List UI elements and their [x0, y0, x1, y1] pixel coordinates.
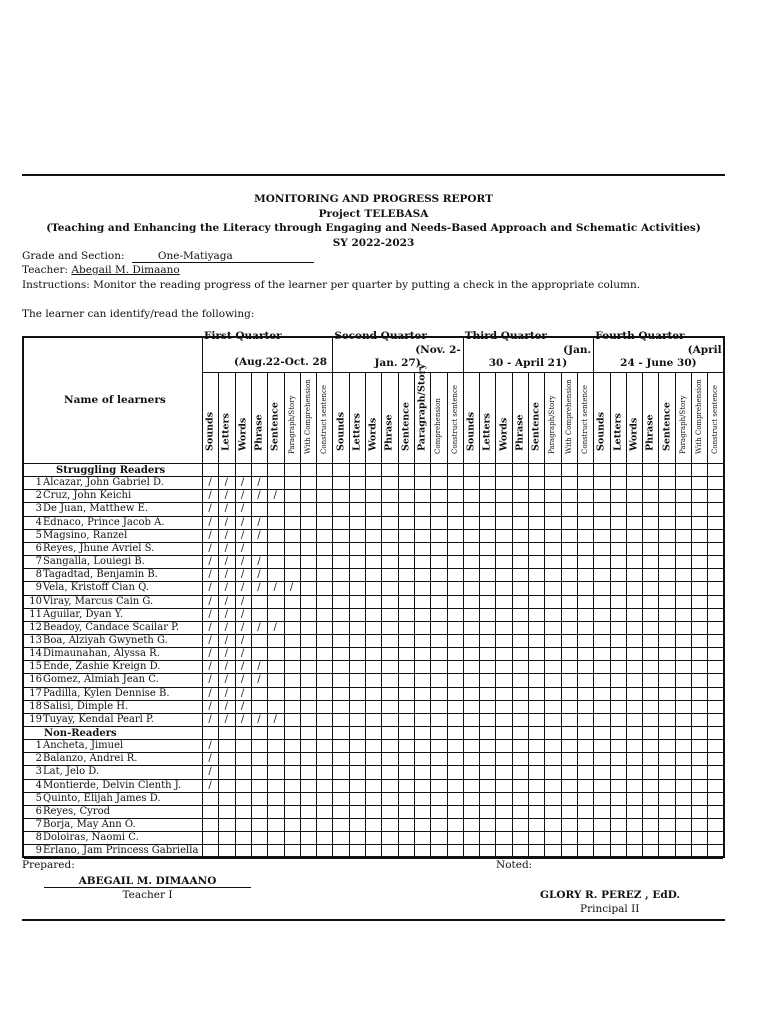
check-mark: / [208, 542, 212, 554]
skill-header [218, 372, 234, 464]
quarter-dates-line1: (Jan. [563, 344, 592, 356]
skill-header [202, 372, 218, 464]
skill-header [610, 372, 626, 464]
row-line [24, 726, 723, 727]
table-row [24, 739, 723, 752]
check-mark: / [208, 608, 212, 620]
row-line [24, 858, 723, 859]
table-row [24, 502, 723, 515]
row-number: 4 [35, 516, 42, 528]
learner-name: Cruz, John Keichi [43, 490, 132, 502]
check-mark: / [273, 713, 277, 725]
check-mark: / [208, 740, 212, 752]
check-mark: / [208, 713, 212, 725]
preparer-name: ABEGAIL M. DIMAANO [44, 875, 251, 888]
row-number: 9 [35, 845, 42, 857]
row-number: 4 [35, 779, 42, 791]
bottom-rule [22, 919, 725, 921]
check-mark: / [257, 477, 261, 489]
row-number: 13 [29, 634, 42, 646]
learner-name: Alcazar, John Gabriel D. [43, 477, 164, 489]
row-number: 8 [35, 832, 42, 844]
grade-label: Grade and Section: [22, 250, 125, 262]
skill-header [479, 372, 495, 464]
progress-table [22, 330, 725, 858]
check-mark: / [240, 582, 245, 594]
learner-name: Erlano, Jam Princess Gabriella [43, 845, 199, 857]
check-mark: / [208, 621, 212, 633]
learner-name: Ende, Zashie Kreign D. [43, 661, 161, 673]
table-row [24, 660, 723, 673]
table-row [24, 673, 723, 686]
skill-header-label: Sounds [465, 411, 477, 451]
table-row [24, 555, 723, 568]
skill-header [691, 372, 707, 464]
check-mark: / [240, 648, 245, 660]
skill-header-label: Sentence [530, 402, 542, 451]
table-row [24, 700, 723, 713]
report-header [22, 192, 725, 250]
check-mark: / [224, 490, 228, 502]
check-mark: / [224, 556, 228, 568]
check-mark: / [224, 648, 228, 660]
learner-name: Balanzo, Andrei R. [43, 753, 138, 765]
skill-header [577, 372, 593, 464]
check-mark: / [273, 582, 277, 594]
quarter-title: Third Quarter [464, 330, 547, 342]
check-mark: / [208, 582, 212, 594]
skill-header-label: Words [498, 417, 510, 451]
check-mark: / [208, 648, 212, 660]
check-mark: / [208, 477, 212, 489]
check-mark: / [257, 569, 261, 581]
skill-header-label: Sentence [661, 402, 673, 451]
check-mark: / [224, 516, 228, 528]
noter-name: GLORY R. PEREZ , EdD. [540, 889, 681, 901]
quarter-title: First Quarter [204, 330, 282, 342]
skill-header-label: Sounds [595, 411, 607, 451]
skill-header-label: Sounds [204, 411, 216, 451]
skill-header-label: Construct sentence [450, 384, 459, 454]
skill-header [512, 372, 528, 464]
quarter-dates-line1: (Nov. 2- [415, 344, 461, 356]
quarter-header-3 [463, 330, 593, 372]
table-row [24, 831, 723, 844]
check-mark: / [224, 503, 228, 515]
skill-header-label: Construct sentence [711, 384, 720, 454]
quarter-header-4 [593, 330, 723, 372]
quarter-title: Fourth Quarter [595, 330, 685, 342]
skill-header-label: Paragraph/Story [287, 395, 296, 454]
skill-header-label: Letters [612, 413, 624, 451]
check-mark: / [208, 529, 212, 541]
skill-header-label: Letters [220, 413, 232, 451]
table-row [24, 765, 723, 778]
check-mark: / [240, 634, 245, 646]
check-mark: / [224, 529, 228, 541]
noter-title: Principal II [580, 903, 640, 915]
teacher-label: Teacher: [22, 264, 69, 276]
school-year: SY 2022-2023 [332, 236, 415, 249]
table-row [24, 621, 723, 634]
skill-header [284, 372, 300, 464]
table-row [24, 713, 723, 726]
teacher-value: Abegail M. Dimaano [71, 264, 180, 276]
skill-header-label: Sentence [269, 402, 281, 451]
table-row [24, 792, 723, 805]
skill-header [593, 372, 609, 464]
quarter-header-2 [332, 330, 462, 372]
check-mark: / [208, 569, 212, 581]
row-number: 8 [35, 569, 42, 581]
quarter-dates-line1: (Aug.22-Oct. 28 [234, 356, 328, 368]
table-row [24, 568, 723, 581]
learner-name: Quinto, Elijah James D. [43, 792, 161, 804]
check-mark: / [240, 542, 245, 554]
skill-header [430, 372, 446, 464]
skill-header [381, 372, 397, 464]
check-mark: / [257, 529, 261, 541]
row-number: 16 [29, 674, 42, 686]
teacher-line [22, 264, 180, 277]
table-row [24, 687, 723, 700]
table-row [24, 779, 723, 792]
learner-name: Aguilar, Dyan Y. [43, 608, 124, 620]
skill-header [316, 372, 332, 464]
check-mark: / [224, 542, 228, 554]
learner-name: Vela, Kristoff Cian Q. [43, 582, 149, 594]
row-number: 12 [29, 621, 42, 633]
check-mark: / [224, 661, 228, 673]
row-number: 6 [35, 542, 42, 554]
skill-header [675, 372, 691, 464]
skill-header-label: Words [237, 417, 249, 451]
learner-name: Sangalla, Louiegi B. [43, 556, 145, 568]
quarter-dates-line1: (April [687, 344, 722, 356]
skill-header [349, 372, 365, 464]
skill-header [235, 372, 251, 464]
skill-header [495, 372, 511, 464]
quarter-dates-line2: Jan. 27) [374, 357, 421, 369]
quarter-dates-line2: 24 - June 30) [620, 357, 697, 369]
row-number: 2 [35, 753, 42, 765]
check-mark: / [240, 477, 245, 489]
table-row [24, 818, 723, 831]
check-mark: / [257, 490, 261, 502]
row-number: 1 [35, 477, 42, 489]
check-mark: / [224, 621, 228, 633]
check-mark: / [208, 556, 212, 568]
learner-name: De Juan, Matthew E. [43, 503, 149, 515]
skill-header [447, 372, 463, 464]
check-mark: / [240, 516, 245, 528]
check-mark: / [224, 634, 228, 646]
skill-header [267, 372, 283, 464]
row-number: 17 [29, 687, 42, 699]
check-mark: / [224, 608, 228, 620]
row-number: 15 [29, 661, 42, 673]
check-mark: / [208, 674, 212, 686]
row-number: 5 [35, 792, 42, 804]
table-row [24, 844, 723, 857]
check-mark: / [240, 674, 245, 686]
skill-header-label: With Comprehension [303, 379, 312, 454]
check-mark: / [240, 687, 245, 699]
skill-header-label: Phrase [514, 414, 526, 451]
skill-header [365, 372, 381, 464]
learner-name: Ancheta, Jimuel [43, 740, 124, 752]
skill-header-label: Phrase [253, 414, 265, 451]
learner-name: Lat, Jelo D. [43, 766, 100, 778]
learner-name: Ednaco, Prince Jacob A. [43, 516, 165, 528]
skill-header-label: Phrase [383, 414, 395, 451]
skill-header [463, 372, 479, 464]
group-label: Non-Readers [44, 728, 117, 739]
check-mark: / [208, 595, 212, 607]
row-number: 9 [35, 582, 42, 594]
table-row [24, 608, 723, 621]
check-mark: / [224, 582, 228, 594]
skill-header-label: Letters [351, 413, 363, 451]
preparer-title: Teacher I [122, 889, 173, 901]
skill-header-label: Construct sentence [581, 384, 590, 454]
skill-header [544, 372, 560, 464]
learner-name: Borja, May Ann O. [43, 819, 136, 831]
table-row [24, 542, 723, 555]
table-row [24, 647, 723, 660]
learner-name: Reyes, Cyrod [43, 805, 111, 817]
check-mark: / [240, 713, 245, 725]
table-row [24, 489, 723, 502]
skill-header [528, 372, 544, 464]
check-mark: / [240, 490, 245, 502]
check-mark: / [240, 608, 245, 620]
check-mark: / [208, 490, 212, 502]
check-mark: / [257, 516, 261, 528]
grade-section-line [22, 250, 314, 263]
check-mark: / [240, 529, 245, 541]
check-mark: / [240, 700, 245, 712]
skill-header-label: Words [367, 417, 379, 451]
learner-name: Montierde, Delvin Clenth J. [43, 779, 182, 791]
row-number: 7 [35, 556, 42, 568]
learner-name: Dimaunahan, Alyssa R. [43, 648, 160, 660]
table-row [24, 752, 723, 765]
check-mark: / [273, 621, 277, 633]
learner-name: Padilla, Kylen Dennise B. [43, 687, 170, 699]
skill-header-label: Sentence [400, 402, 412, 451]
skill-header-label: Phrase [644, 414, 656, 451]
skill-header [658, 372, 674, 464]
skill-header-label: Paragraph/Story [548, 395, 557, 454]
check-mark: / [224, 687, 228, 699]
skill-header [561, 372, 577, 464]
check-mark: / [257, 556, 261, 568]
report-subtitle: (Teaching and Enhancing the Literacy through Engaging and Needs-Based Approach and Schematic Activities) [46, 222, 701, 234]
table-row [24, 476, 723, 489]
quarter-header-1 [202, 330, 332, 372]
skill-header-label: Construct sentence [320, 384, 329, 454]
check-mark: / [257, 674, 261, 686]
row-number: 2 [35, 490, 42, 502]
check-mark: / [240, 503, 245, 515]
skill-header-label: Letters [481, 413, 493, 451]
skill-header-label: Sounds [335, 411, 347, 451]
intro-text: The learner can identify/read the following: [22, 308, 255, 320]
prepared-label: Prepared: [22, 859, 75, 871]
skill-header [626, 372, 642, 464]
learner-name: Boa, Alziyah Gwyneth G. [43, 634, 168, 646]
skill-header [332, 372, 348, 464]
check-mark: / [208, 779, 212, 791]
skill-header [398, 372, 414, 464]
row-number: 11 [29, 608, 42, 620]
table-row [24, 581, 723, 594]
top-rule [22, 174, 725, 176]
learner-name: Viray, Marcus Cain G. [43, 595, 154, 607]
skill-header [414, 363, 430, 464]
skill-header [300, 372, 316, 464]
table-row [24, 595, 723, 608]
table-row [24, 634, 723, 647]
skill-header-label: With Comprehension [564, 379, 573, 454]
name-of-learners-header: Name of learners [64, 394, 166, 406]
skill-header [251, 372, 267, 464]
check-mark: / [257, 661, 261, 673]
learner-name: Tagadtad, Benjamin B. [43, 569, 158, 581]
row-number: 3 [35, 766, 42, 778]
skill-header-label: Comprehension [434, 398, 443, 454]
skill-header-label: Paragraph/Story [678, 395, 687, 454]
table-row [24, 805, 723, 818]
check-mark: / [289, 582, 294, 594]
row-number: 14 [29, 648, 42, 660]
check-mark: / [208, 503, 212, 515]
check-mark: / [224, 569, 228, 581]
project-name: Project TELEBASA [318, 207, 429, 220]
row-number: 5 [35, 529, 42, 541]
row-number: 7 [35, 819, 42, 831]
learner-name: Doloiras, Naomi C. [43, 832, 139, 844]
check-mark: / [240, 569, 245, 581]
check-mark: / [257, 621, 261, 633]
row-number: 3 [35, 503, 42, 515]
quarter-title: Second Quarter [334, 330, 427, 342]
row-number: 10 [29, 595, 42, 607]
learner-name: Gomez, Almiah Jean C. [43, 674, 159, 686]
noted-label: Noted: [496, 859, 533, 871]
skill-header-label: Paragraph/Story [416, 363, 428, 451]
skill-header [707, 372, 723, 464]
skill-header-label: Words [628, 417, 640, 451]
check-mark: / [257, 582, 261, 594]
check-mark: / [240, 621, 245, 633]
check-mark: / [208, 700, 212, 712]
instructions: Instructions: Monitor the reading progress of the learner per quarter by putting a check in the appropriate column. [22, 279, 641, 291]
check-mark: / [208, 753, 212, 765]
learner-name: Beadoy, Candace Scailar P. [43, 621, 180, 633]
check-mark: / [224, 700, 228, 712]
check-mark: / [208, 516, 212, 528]
row-number: 19 [29, 713, 42, 725]
check-mark: / [224, 713, 228, 725]
learner-name: Reyes, Jhune Avriel S. [43, 542, 155, 554]
row-number: 18 [29, 700, 42, 712]
learner-name: Magsino, Ranzel [43, 529, 128, 541]
check-mark: / [257, 713, 261, 725]
grade-value: One-Matiyaga [157, 250, 233, 262]
table-row [24, 529, 723, 542]
skill-header-label: With Comprehension [695, 379, 704, 454]
check-mark: / [240, 595, 245, 607]
table-row [24, 516, 723, 529]
check-mark: / [208, 766, 212, 778]
check-mark: / [208, 687, 212, 699]
learner-name: Salisi, Dimple H. [43, 700, 129, 712]
row-number: 6 [35, 805, 42, 817]
check-mark: / [224, 674, 228, 686]
skill-header [642, 372, 658, 464]
check-mark: / [240, 556, 245, 568]
learner-name: Tuyay, Kendal Pearl P. [43, 713, 154, 725]
check-mark: / [224, 595, 228, 607]
check-mark: / [240, 661, 245, 673]
check-mark: / [208, 634, 212, 646]
row-number: 1 [35, 740, 42, 752]
check-mark: / [273, 490, 277, 502]
check-mark: / [208, 661, 212, 673]
report-title: MONITORING AND PROGRESS REPORT [254, 193, 493, 205]
quarter-dates-line2: 30 - April 21) [488, 357, 568, 369]
group-label: Struggling Readers [56, 465, 166, 476]
check-mark: / [224, 477, 228, 489]
